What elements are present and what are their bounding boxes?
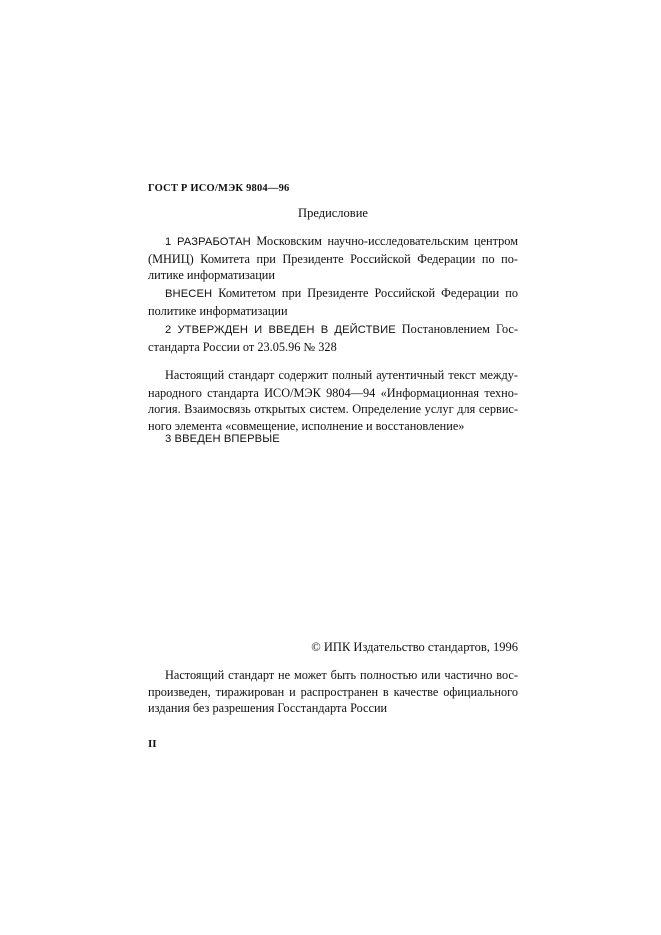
section-lead: 3 ВВЕДЕН ВПЕРВЫЕ bbox=[165, 433, 280, 445]
page-title: Предисловие bbox=[298, 206, 368, 220]
page-number: II bbox=[148, 738, 157, 750]
section-text: Комитетом при Президенте Российской Федерации по политике информатизации bbox=[148, 286, 518, 318]
section-authentic-text bbox=[148, 367, 518, 434]
section-approved bbox=[148, 321, 518, 355]
section-lead: 1 РАЗРАБОТАН bbox=[165, 236, 251, 248]
document-code-header: ГОСТ Р ИСО/МЭК 9804—96 bbox=[148, 183, 290, 194]
section-first-introduced bbox=[148, 430, 518, 448]
copyright-line: © ИПК Издательство стандартов, 1996 bbox=[311, 640, 518, 654]
section-text: Московским научно-исследовательским центром (МНИЦ) Комитета при Президенте Российской Федерации по политике информатизации bbox=[148, 234, 519, 282]
section-lead: ВНЕСЕН bbox=[165, 288, 213, 300]
section-text: Настоящий стандарт содержит полный аутентичный текст международного стандарта ИСО/МЭК 9804—94 «Информационная технология. Взаимосвязь открытых систем. Определение услуг для сервисного элемента «совмещение, исполнение и восстановление» bbox=[148, 368, 518, 433]
section-introduced bbox=[148, 285, 518, 319]
section-lead: 2 УТВЕРЖДЕН И ВВЕДЕН В ДЕЙСТВИЕ bbox=[165, 324, 396, 336]
reproduction-notice: Настоящий стандарт не может быть полностью или частично воспроизведен, тиражирован и распространен в качестве официального издания без разрешения Госстандарта России bbox=[148, 668, 518, 715]
section-developed bbox=[148, 233, 518, 284]
section-text: Постановлением Госстандарта России от 23.05.96 № 328 bbox=[148, 322, 518, 354]
